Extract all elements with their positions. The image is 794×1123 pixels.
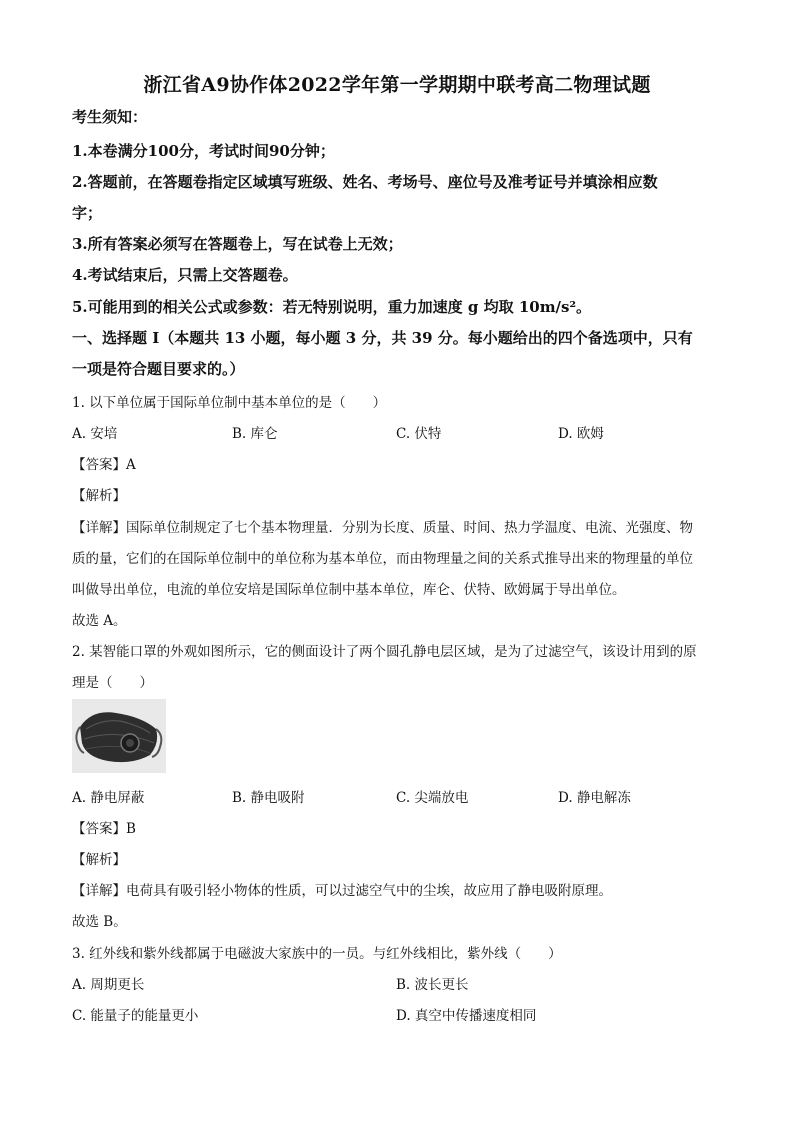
q2-stem-line1: 2. 某智能口罩的外观如图所示，它的侧面设计了两个圆孔静电层区域，是为了过滤空气，该设计用到的原 <box>72 644 697 660</box>
q1-detail-line1: 【详解】国际单位制规定了七个基本物理量．分别为长度、质量、时间、热力学温度、电流、光强度、物 <box>72 520 693 536</box>
q2-option-a: A. 静电屏蔽 <box>72 790 145 806</box>
q1-detail-line2: 质的量，它们的在国际单位制中的单位称为基本单位，而由物理量之间的关系式推导出来的物理量的单位 <box>72 551 693 567</box>
q1-option-c: C. 伏特 <box>396 426 442 442</box>
notice-item-3: 3.所有答案必须写在答题卷上，写在试卷上无效； <box>72 235 403 253</box>
q1-option-b: B. 库仑 <box>232 426 278 442</box>
section-heading-line2: 一项是符合题目要求的。） <box>72 360 245 378</box>
q1-answer: 【答案】A <box>72 457 136 473</box>
notice-item-1: 1.本卷满分100分，考试时间90分钟； <box>72 142 335 160</box>
q1-stem: 1. 以下单位属于国际单位制中基本单位的是（ ） <box>72 395 387 411</box>
q2-analysis: 【解析】 <box>72 852 126 868</box>
q2-detail: 【详解】电荷具有吸引轻小物体的性质，可以过滤空气中的尘埃，故应用了静电吸附原理。 <box>72 883 612 899</box>
section-heading-line1: 一、选择题 I（本题共 13 小题，每小题 3 分，共 39 分。每小题给出的四个备选项中，只有 <box>72 329 693 347</box>
q1-option-d: D. 欧姆 <box>558 426 604 442</box>
notice-item-4: 4.考试结束后，只需上交答题卷。 <box>72 266 298 284</box>
q3-option-b: B. 波长更长 <box>396 977 469 993</box>
notice-item-2: 2.答题前，在答题卷指定区域填写班级、姓名、考场号、座位号及准考证号并填涂相应数 <box>72 173 658 191</box>
notice-item-2-cont: 字； <box>72 204 103 222</box>
exam-title: 浙江省A9协作体2022学年第一学期期中联考高二物理试题 <box>143 74 651 96</box>
q2-option-c: C. 尖端放电 <box>396 790 469 806</box>
q1-analysis: 【解析】 <box>72 488 126 504</box>
q3-option-a: A. 周期更长 <box>72 977 145 993</box>
notice-heading: 考生须知： <box>72 108 148 126</box>
q2-option-b: B. 静电吸附 <box>232 790 305 806</box>
q3-option-c: C. 能量子的能量更小 <box>72 1008 199 1024</box>
q1-detail-line3: 叫做导出单位，电流的单位安培是国际单位制中基本单位，库仑、伏特、欧姆属于导出单位。 <box>72 582 626 598</box>
q1-choice: 故选 A。 <box>72 613 127 629</box>
q2-stem-line2: 理是（ ） <box>72 675 153 691</box>
q1-option-a: A. 安培 <box>72 426 118 442</box>
q3-option-d: D. 真空中传播速度相同 <box>396 1008 537 1024</box>
q2-option-d: D. 静电解冻 <box>558 790 631 806</box>
q2-choice: 故选 B。 <box>72 914 127 930</box>
q2-answer: 【答案】B <box>72 821 136 837</box>
q3-stem: 3. 红外线和紫外线都属于电磁波大家族中的一员。与红外线相比，紫外线（ ） <box>72 946 562 962</box>
smart-mask-image <box>72 699 166 773</box>
notice-item-5: 5.可能用到的相关公式或参数：若无特别说明，重力加速度 g 均取 10m/s²。 <box>72 298 592 316</box>
